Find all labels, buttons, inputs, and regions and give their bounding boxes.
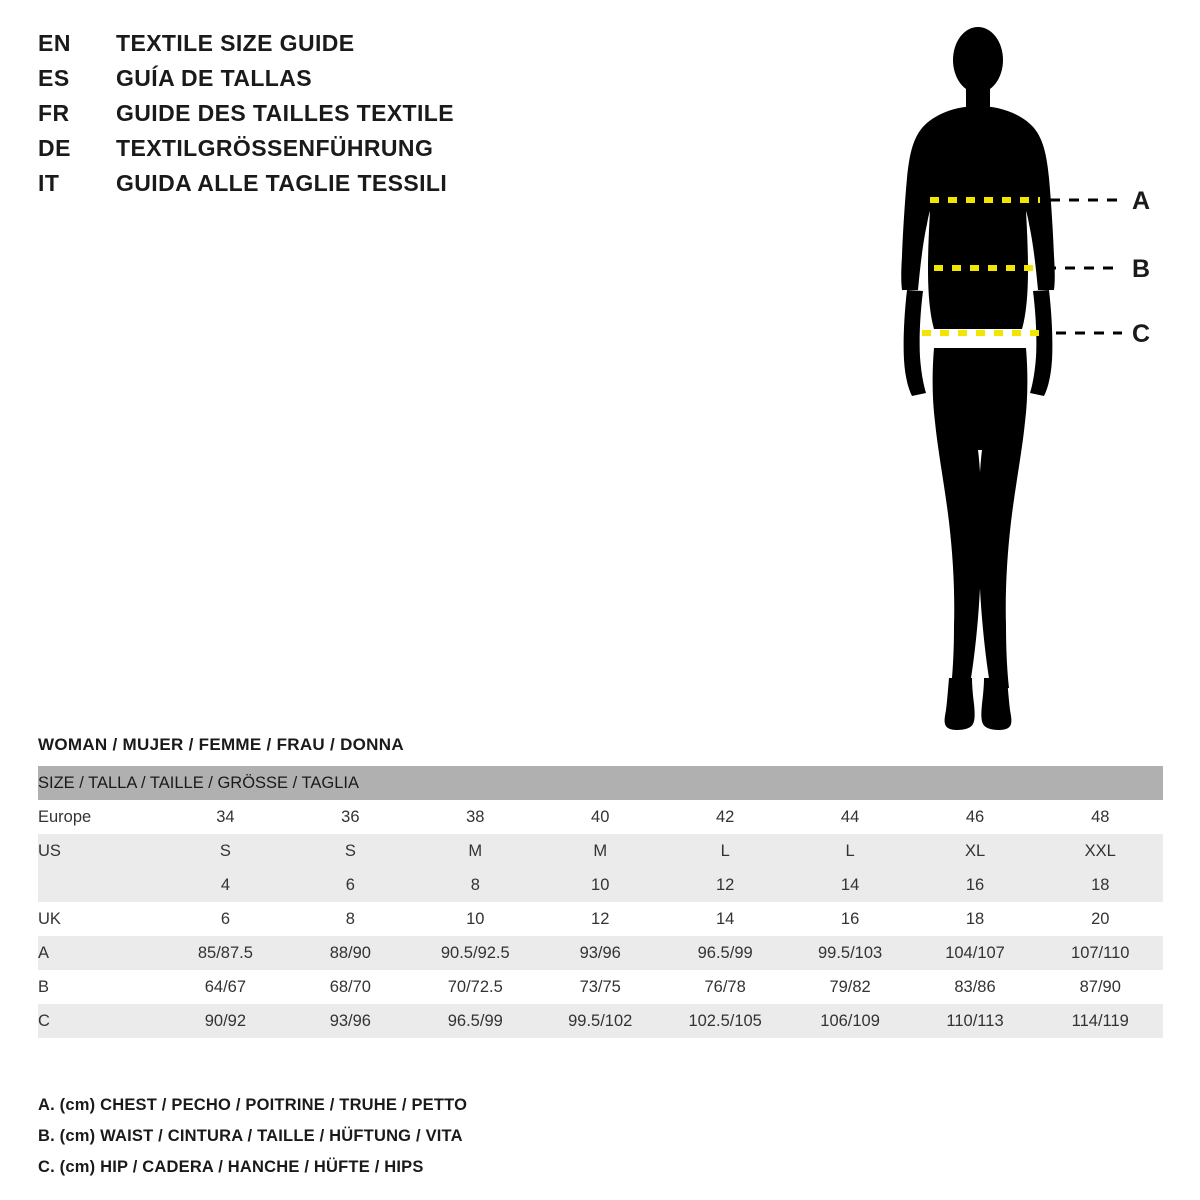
measure-label-b: B [1132,255,1151,283]
cell: 73/75 [538,970,663,1004]
cell: 90/92 [163,1004,288,1038]
cell: 34 [163,800,288,834]
row-label: US [38,834,163,868]
figure-area [860,18,1190,748]
cell: M [413,834,538,868]
title-row-fr [38,100,598,135]
cell: L [788,834,913,868]
table-row [38,1004,1163,1038]
title-text-fr: GUIDE DES TAILLES TEXTILE [116,100,454,126]
language-code-en: EN [38,30,71,56]
cell: 18 [913,902,1038,936]
title-text-en: TEXTILE SIZE GUIDE [116,30,355,56]
cell: 99.5/103 [788,936,913,970]
cell: 36 [288,800,413,834]
cell: 16 [913,868,1038,902]
cell: 104/107 [913,936,1038,970]
cell: 4 [163,868,288,902]
title-row-it [38,170,598,205]
cell: 42 [663,800,788,834]
cell: 76/78 [663,970,788,1004]
cell: 12 [663,868,788,902]
cell: S [288,834,413,868]
row-label: UK [38,902,163,936]
cell: 114/119 [1038,1004,1164,1038]
cell: 102.5/105 [663,1004,788,1038]
cell: 14 [788,868,913,902]
cell: XL [913,834,1038,868]
title-text-de: TEXTILGRÖSSENFÜHRUNG [116,135,434,161]
woman-silhouette-icon [901,27,1055,730]
row-label [38,868,163,902]
cell: 8 [413,868,538,902]
cell: 16 [788,902,913,936]
cell: 14 [663,902,788,936]
cell: 93/96 [288,1004,413,1038]
size-table [38,766,1163,1038]
cell: 46 [913,800,1038,834]
cell: 20 [1038,902,1164,936]
cell: 12 [538,902,663,936]
table-header-row [38,766,1163,800]
measure-label-c: C [1132,320,1151,348]
table-row [38,868,1163,902]
title-row-es [38,65,598,100]
cell: 38 [413,800,538,834]
title-row-de [38,135,598,170]
row-label: Europe [38,800,163,834]
cell: 10 [538,868,663,902]
title-block [38,30,598,205]
cell: 40 [538,800,663,834]
table-row [38,800,1163,834]
cell: 64/67 [163,970,288,1004]
cell: 6 [163,902,288,936]
cell: XXL [1038,834,1164,868]
cell: 83/86 [913,970,1038,1004]
cell: 93/96 [538,936,663,970]
cell: 99.5/102 [538,1004,663,1038]
cell: L [663,834,788,868]
table-row [38,902,1163,936]
table-header-label: SIZE / TALLA / TAILLE / GRÖSSE / TAGLIA [38,766,1163,800]
cell: 96.5/99 [413,1004,538,1038]
cell: 6 [288,868,413,902]
cell: 18 [1038,868,1164,902]
cell: 90.5/92.5 [413,936,538,970]
cell: 44 [788,800,913,834]
section-title: WOMAN / MUJER / FEMME / FRAU / DONNA [38,735,404,754]
cell: 96.5/99 [663,936,788,970]
cell: 48 [1038,800,1164,834]
language-code-de: DE [38,135,71,161]
table-row [38,936,1163,970]
measure-label-a: A [1132,187,1151,215]
legend [38,1090,938,1183]
cell: 87/90 [1038,970,1164,1004]
cell: M [538,834,663,868]
row-label: A [38,936,163,970]
title-text-es: GUÍA DE TALLAS [116,65,312,91]
cell: 106/109 [788,1004,913,1038]
table-row [38,970,1163,1004]
cell: 88/90 [288,936,413,970]
row-label: C [38,1004,163,1038]
legend-line-b: B. (cm) WAIST / CINTURA / TAILLE / HÜFTUNG / VITA [38,1127,463,1145]
cell: 79/82 [788,970,913,1004]
cell: 107/110 [1038,936,1164,970]
cell: 85/87.5 [163,936,288,970]
cell: 68/70 [288,970,413,1004]
row-label: B [38,970,163,1004]
legend-line-c: C. (cm) HIP / CADERA / HANCHE / HÜFTE / HIPS [38,1158,424,1176]
cell: 110/113 [913,1004,1038,1038]
cell: 10 [413,902,538,936]
cell: 8 [288,902,413,936]
language-code-es: ES [38,65,70,91]
language-code-it: IT [38,170,60,196]
language-code-fr: FR [38,100,70,126]
size-table-section [38,735,1163,1038]
cell: S [163,834,288,868]
legend-line-a: A. (cm) CHEST / PECHO / POITRINE / TRUHE / PETTO [38,1096,468,1114]
title-text-it: GUIDA ALLE TAGLIE TESSILI [116,170,448,196]
table-row [38,834,1163,868]
cell: 70/72.5 [413,970,538,1004]
title-row-en [38,30,598,65]
